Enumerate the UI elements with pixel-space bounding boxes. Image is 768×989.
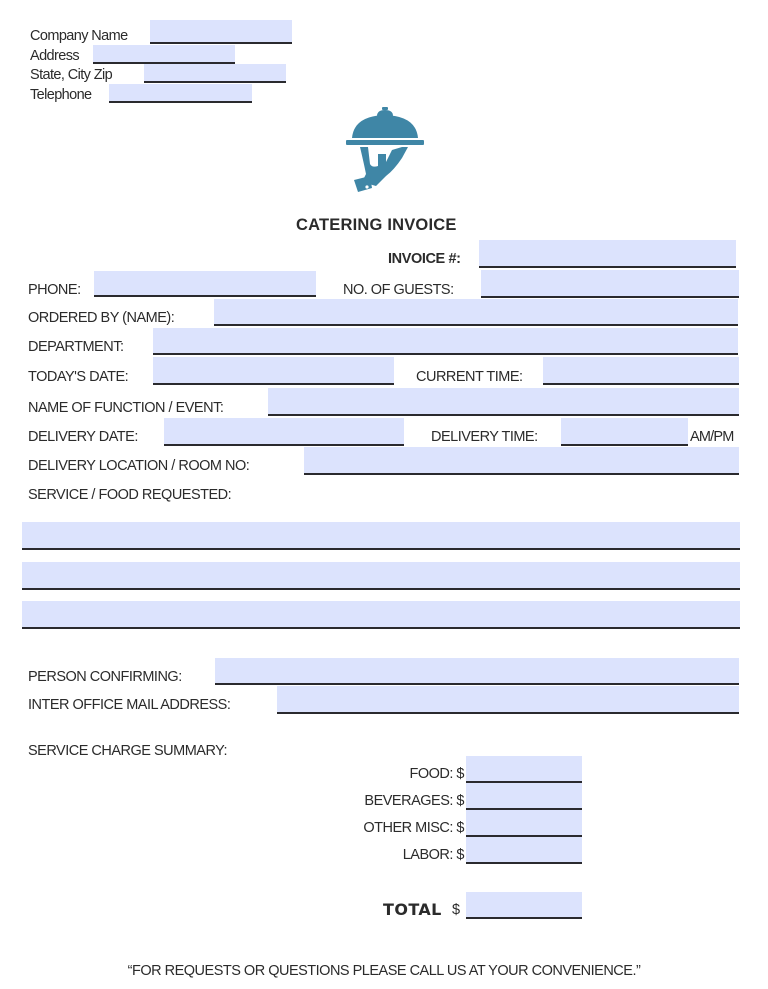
food-charge-label: FOOD: $ (409, 766, 464, 782)
todays-date-input[interactable] (153, 357, 394, 383)
state-city-zip-field[interactable] (144, 64, 286, 83)
company-name-input[interactable] (150, 20, 292, 42)
ordered-by-input[interactable] (214, 299, 738, 324)
delivery-location-input[interactable] (304, 447, 739, 473)
no-of-guests-label: NO. OF GUESTS: (343, 282, 454, 298)
service-food-input-1[interactable] (22, 522, 740, 548)
inter-office-mail-input[interactable] (277, 686, 739, 712)
invoice-title: CATERING INVOICE (296, 216, 457, 234)
company-name-field[interactable] (150, 20, 292, 44)
total-currency-label: $ (452, 902, 460, 918)
footer-note: “FOR REQUESTS OR QUESTIONS PLEASE CALL US AT YOUR CONVENIENCE.” (127, 963, 641, 979)
am-pm-label: AM/PM (690, 429, 734, 445)
invoice-number-field[interactable] (479, 240, 736, 268)
function-event-input[interactable] (268, 388, 739, 414)
current-time-field[interactable] (543, 357, 739, 385)
function-event-field[interactable] (268, 388, 739, 416)
service-food-input-2[interactable] (22, 562, 740, 588)
company-name-label: Company Name (30, 28, 128, 44)
delivery-date-field[interactable] (164, 418, 404, 446)
delivery-date-input[interactable] (164, 418, 404, 444)
telephone-field[interactable] (109, 84, 252, 103)
delivery-location-label: DELIVERY LOCATION / ROOM NO: (28, 458, 250, 474)
invoice-number-label: INVOICE #: (388, 251, 461, 267)
other-misc-charge-input[interactable] (466, 810, 582, 835)
catering-logo (342, 104, 428, 194)
department-field[interactable] (153, 328, 738, 355)
beverages-charge-label: BEVERAGES: $ (364, 793, 464, 809)
current-time-input[interactable] (543, 357, 739, 383)
state-city-zip-input[interactable] (144, 64, 286, 81)
delivery-time-field[interactable] (561, 418, 688, 446)
total-label: TOTAL (383, 900, 442, 919)
delivery-date-label: DELIVERY DATE: (28, 429, 138, 445)
todays-date-label: TODAY'S DATE: (28, 369, 129, 385)
person-confirming-field[interactable] (215, 658, 739, 685)
telephone-label: Telephone (30, 87, 92, 103)
service-food-line-1[interactable] (22, 522, 740, 550)
total-field[interactable] (466, 892, 582, 919)
labor-charge-field[interactable] (466, 837, 582, 864)
phone-input[interactable] (94, 271, 316, 295)
current-time-label: CURRENT TIME: (416, 369, 523, 385)
state-city-zip-label: State, City Zip (30, 67, 113, 83)
cloche-hand-icon (342, 104, 428, 194)
no-of-guests-field[interactable] (481, 270, 739, 298)
beverages-charge-input[interactable] (466, 783, 582, 808)
labor-charge-label: LABOR: $ (402, 847, 464, 863)
invoice-number-input[interactable] (479, 240, 736, 266)
department-input[interactable] (153, 328, 738, 353)
delivery-time-label: DELIVERY TIME: (431, 429, 538, 445)
food-charge-field[interactable] (466, 756, 582, 783)
inter-office-mail-field[interactable] (277, 686, 739, 714)
service-food-line-2[interactable] (22, 562, 740, 590)
labor-charge-input[interactable] (466, 837, 582, 862)
ordered-by-label: ORDERED BY (NAME): (28, 310, 175, 326)
beverages-charge-field[interactable] (466, 783, 582, 810)
todays-date-field[interactable] (153, 357, 394, 385)
phone-label: PHONE: (28, 282, 81, 298)
address-input[interactable] (93, 45, 235, 62)
person-confirming-input[interactable] (215, 658, 739, 683)
telephone-input[interactable] (109, 84, 252, 101)
inter-office-mail-label: INTER OFFICE MAIL ADDRESS: (28, 697, 231, 713)
ordered-by-field[interactable] (214, 299, 738, 326)
service-food-label: SERVICE / FOOD REQUESTED: (28, 487, 232, 503)
delivery-time-input[interactable] (561, 418, 688, 444)
delivery-location-field[interactable] (304, 447, 739, 475)
other-misc-charge-label: OTHER MISC: $ (363, 820, 464, 836)
function-event-label: NAME OF FUNCTION / EVENT: (28, 400, 224, 416)
total-input[interactable] (466, 892, 582, 917)
person-confirming-label: PERSON CONFIRMING: (28, 669, 182, 685)
department-label: DEPARTMENT: (28, 339, 124, 355)
phone-field[interactable] (94, 271, 316, 297)
no-of-guests-input[interactable] (481, 270, 739, 296)
service-charge-summary-heading: SERVICE CHARGE SUMMARY: (28, 743, 228, 759)
service-food-line-3[interactable] (22, 601, 740, 629)
food-charge-input[interactable] (466, 756, 582, 781)
address-label: Address (30, 48, 79, 64)
address-field[interactable] (93, 45, 235, 64)
other-misc-charge-field[interactable] (466, 810, 582, 837)
service-food-input-3[interactable] (22, 601, 740, 627)
